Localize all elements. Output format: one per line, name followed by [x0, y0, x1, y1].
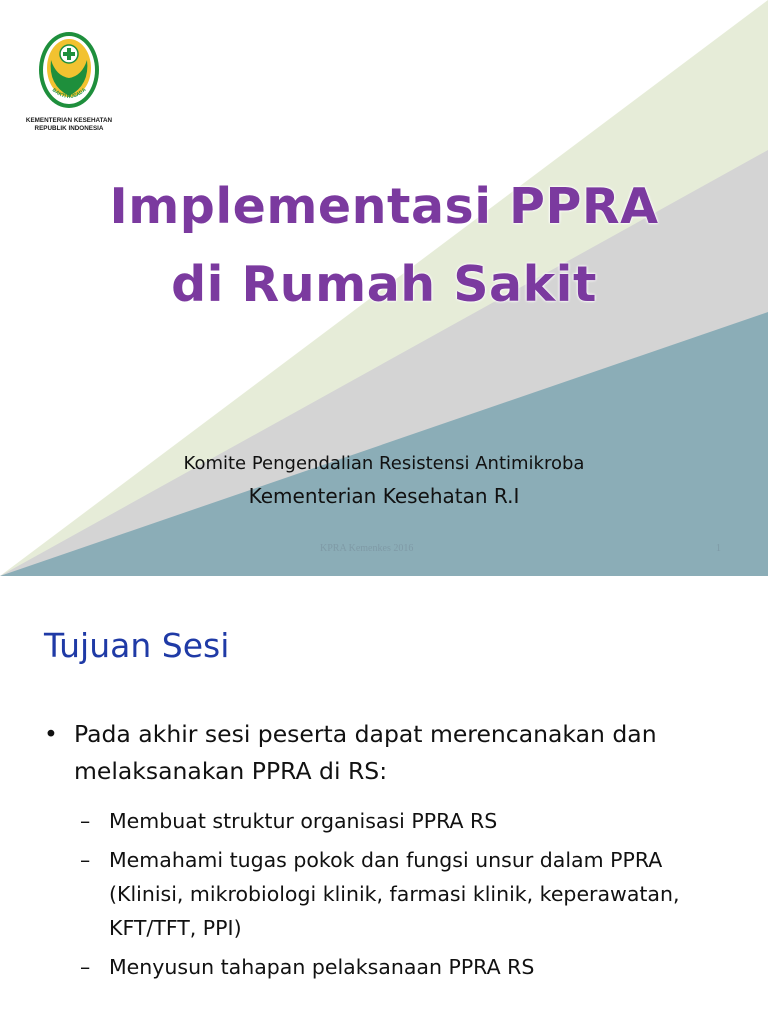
slide-title-line-1: Implementasi PPRA	[109, 178, 659, 235]
list-item-text: Membuat struktur organisasi PPRA RS	[109, 809, 498, 833]
ministry-subtitle: Kementerian Kesehatan R.I	[248, 484, 520, 508]
list-item-text: Memahami tugas pokok dan fungsi unsur dalam PPRA (Klinisi, mikrobiologi klinik, farmasi klinik, keperawatan, KFT/TFT, PPI)	[109, 848, 680, 940]
ministry-line-1: KEMENTERIAN KESEHATAN	[25, 117, 113, 124]
page-number: 1	[716, 543, 721, 554]
list-item	[80, 843, 740, 945]
dash-symbol: –	[80, 848, 91, 872]
list-item	[80, 950, 740, 984]
list-item	[80, 804, 740, 838]
dash-symbol: –	[80, 955, 91, 979]
list-item-text: Menyusun tahapan pelaksanaan PPRA RS	[109, 955, 535, 979]
section-title: Tujuan Sesi	[44, 626, 230, 665]
committee-name: Komite Pengendalian Resistensi Antimikroba	[183, 453, 585, 474]
slide-footer: KPRA Kemenkes 2016	[320, 543, 414, 554]
bakti-husada-emblem-icon	[38, 30, 100, 110]
ministry-line-2: REPUBLIK INDONESIA	[34, 125, 104, 132]
objectives-slide	[0, 576, 768, 1024]
bullet-symbol: •	[44, 720, 58, 748]
slide-title	[0, 168, 768, 324]
slide-title-line-2: di Rumah Sakit	[171, 256, 597, 313]
objective-sub-list	[80, 804, 740, 989]
dash-symbol: –	[80, 809, 91, 833]
ministry-name	[14, 117, 124, 133]
main-bullet-text: Pada akhir sesi peserta dapat merencanakan dan melaksanakan PPRA di RS:	[74, 720, 657, 785]
ministry-logo	[38, 30, 100, 110]
logo-arc-text: BAKTI HUSADA	[50, 87, 88, 101]
